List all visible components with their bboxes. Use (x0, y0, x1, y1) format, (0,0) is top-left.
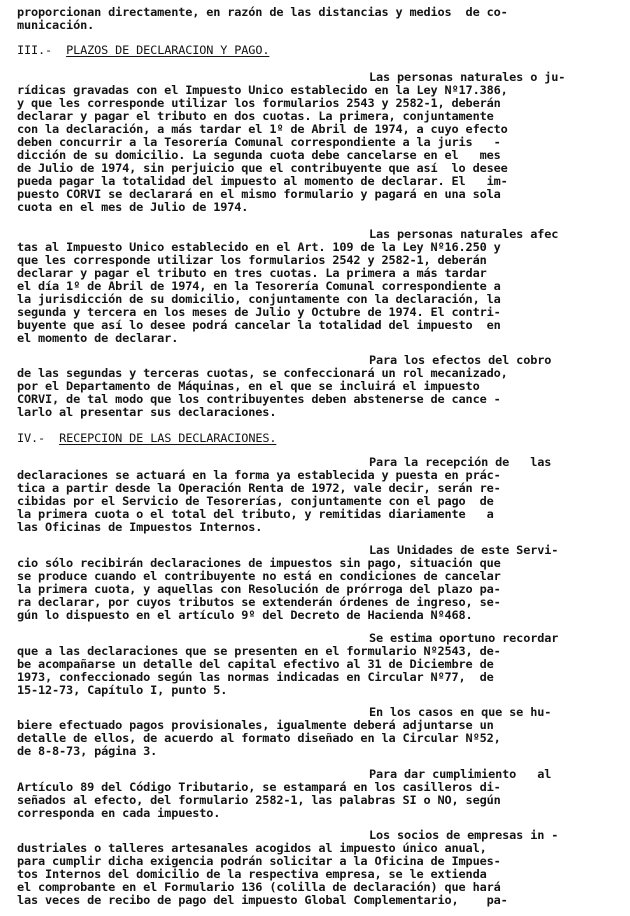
paragraph-3 (17, 354, 615, 419)
text-line: el día 1º de Abril de 1974, en la Tesorería Comunal correspondiente a (17, 279, 501, 293)
text-line: Se estima oportuno recordar (369, 631, 559, 645)
section-heading-iii (17, 44, 269, 57)
text-line: y que les corresponde utilizar los formularios 2543 y 2582-1, deberán (17, 96, 501, 110)
text-line: dicción de su domicilio. La segunda cuota debe cancelarse en el mes (17, 148, 501, 162)
text-line: buyente que así lo desee podrá cancelar la totalidad del impuesto en (17, 318, 501, 332)
text-line: puesto CORVI se declarará en el mismo formulario y pagará en una sola (17, 187, 501, 201)
text-line: Para dar cumplimiento al (369, 767, 552, 781)
text-line: corresponda en cada impuesto. (17, 806, 221, 820)
text-line: de Julio de 1974, sin perjuicio que el contribuyente que así lo desee (17, 161, 508, 175)
text-line: cibidas por el Servicio de Tesorerías, conjuntamente con el pago de (17, 494, 494, 508)
text-line: el momento de declarar. (17, 331, 179, 345)
text-line: tos Internos del domicilio de la respectiva empresa, se le extienda (17, 867, 487, 881)
text-line: tica a partir desde la Operación Renta de 1972, vale decir, serán re- (17, 481, 501, 495)
text-line: deben concurrir a la Tesorería Comunal correspondiente a la juris - (17, 135, 501, 149)
text-line: pueda pagar la totalidad del impuesto al momento de declarar. El im- (17, 174, 508, 188)
text-line: Artículo 89 del Código Tributario, se estampará en los casilleros di- (17, 780, 501, 794)
text-line: Los socios de empresas in - (369, 828, 559, 842)
text-line: ra declarar, por cuyos tributos se extenderán órdenes de ingreso, se- (17, 595, 501, 609)
text-line: Las personas naturales o ju- (369, 70, 566, 84)
text-line: Para los efectos del cobro (369, 353, 552, 367)
text-line: la jurisdicción de su domicilio, conjuntamente con la declaración, la (17, 292, 501, 306)
intro-paragraph (17, 6, 615, 32)
text-line: cuota en el mes de Julio de 1974. (17, 200, 249, 214)
text-line: segunda y tercera en los meses de Julio y Octubre de 1974. El contri- (17, 305, 501, 319)
paragraph-9 (17, 829, 615, 907)
text-line: las Oficinas de Impuestos Internos. (17, 520, 263, 534)
paragraph-6 (17, 632, 615, 697)
text-line: señados al efecto, del formulario 2582-1, las palabras SI o NO, según (17, 793, 501, 807)
section-number: III.- (17, 43, 53, 57)
text-line: para cumplir dicha exigencia podrán solicitar a la Oficina de Impues- (17, 854, 501, 868)
text-line: se produce cuando el contribuyente no está en condiciones de cancelar (17, 569, 501, 583)
text-line: el comprobante en el Formulario 136 (colilla de declaración) que hará (17, 880, 501, 894)
text-line: 15-12-73, Capítulo I, punto 5. (17, 683, 228, 697)
text-line: por el Departamento de Máquinas, en el que se incluirá el impuesto (17, 379, 480, 393)
text-line: proporcionan directamente, en razón de las distancias y medios de co- (17, 5, 508, 19)
text-line: larlo al presentar sus declaraciones. (17, 405, 277, 419)
text-line: con la declaración, a más tardar el 1º de Abril de 1974, a cuyo efecto (17, 122, 508, 136)
paragraph-4 (17, 456, 615, 534)
text-line: que a las declaraciones que se presenten en el formulario Nº2543, de- (17, 644, 501, 658)
text-line: be acompañarse un detalle del capital efectivo al 31 de Diciembre de (17, 657, 494, 671)
text-line: rídicas gravadas con el Impuesto Unico establecido en la Ley Nº17.386, (17, 83, 508, 97)
paragraph-7 (17, 706, 615, 758)
text-line: CORVI, de tal modo que los contribuyentes deben abstenerse de cance - (17, 392, 501, 406)
section-heading-iv (17, 432, 276, 445)
section-title: PLAZOS DE DECLARACION Y PAGO. (66, 43, 270, 57)
text-line: gún lo dispuesto en el artículo 9º del Decreto de Hacienda Nº468. (17, 608, 473, 622)
paragraph-1 (17, 71, 615, 214)
text-line: Las personas naturales afec (369, 227, 559, 241)
paragraph-8 (17, 768, 615, 820)
text-line: las veces de recibo de pago del impuesto Global Complementario, pa- (17, 893, 508, 907)
text-line: la primera cuota o el total del tributo, y remitidas diariamente a (17, 507, 494, 521)
text-line: En los casos en que se hu- (369, 705, 552, 719)
text-line: declaraciones se actuará en la forma ya establecida y puesta en prác- (17, 468, 501, 482)
text-line: tas al Impuesto Unico establecido en el Art. 109 de la Ley Nº16.250 y (17, 240, 501, 254)
paragraph-5 (17, 544, 615, 622)
text-line: detalle de ellos, de acuerdo al formato diseñado en la Circular Nº52, (17, 731, 501, 745)
paragraph-2 (17, 228, 615, 345)
section-number: IV.- (17, 431, 46, 445)
text-line: 1973, confeccionado según las normas indicadas en Circular Nº77, de (17, 670, 494, 684)
section-title: RECEPCION DE LAS DECLARACIONES. (59, 431, 277, 445)
text-line: municación. (17, 18, 95, 32)
text-line: declarar y pagar el tributo en dos cuotas. La primera, conjuntamente (17, 109, 494, 123)
text-line: de 8-8-73, página 3. (17, 744, 158, 758)
text-line: dustriales o talleres artesanales acogidos al impuesto único anual, (17, 841, 487, 855)
text-line: Las Unidades de este Servi- (369, 543, 559, 557)
text-line: biere efectuado pagos provisionales, igualmente deberá adjuntarse un (17, 718, 494, 732)
text-line: declarar y pagar el tributo en tres cuotas. La primera a más tardar (17, 266, 487, 280)
text-line: cio sólo recibirán declaraciones de impuestos sin pago, situación que (17, 556, 501, 570)
text-line: la primera cuota, y aquellas con Resolución de prórroga del plazo pa- (17, 582, 501, 596)
text-line: Para la recepción de las (369, 455, 552, 469)
text-line: de las segundas y terceras cuotas, se confeccionará un rol mecanizado, (17, 366, 508, 380)
text-line: que les corresponde utilizar los formularios 2542 y 2582-1, deberán (17, 253, 487, 267)
